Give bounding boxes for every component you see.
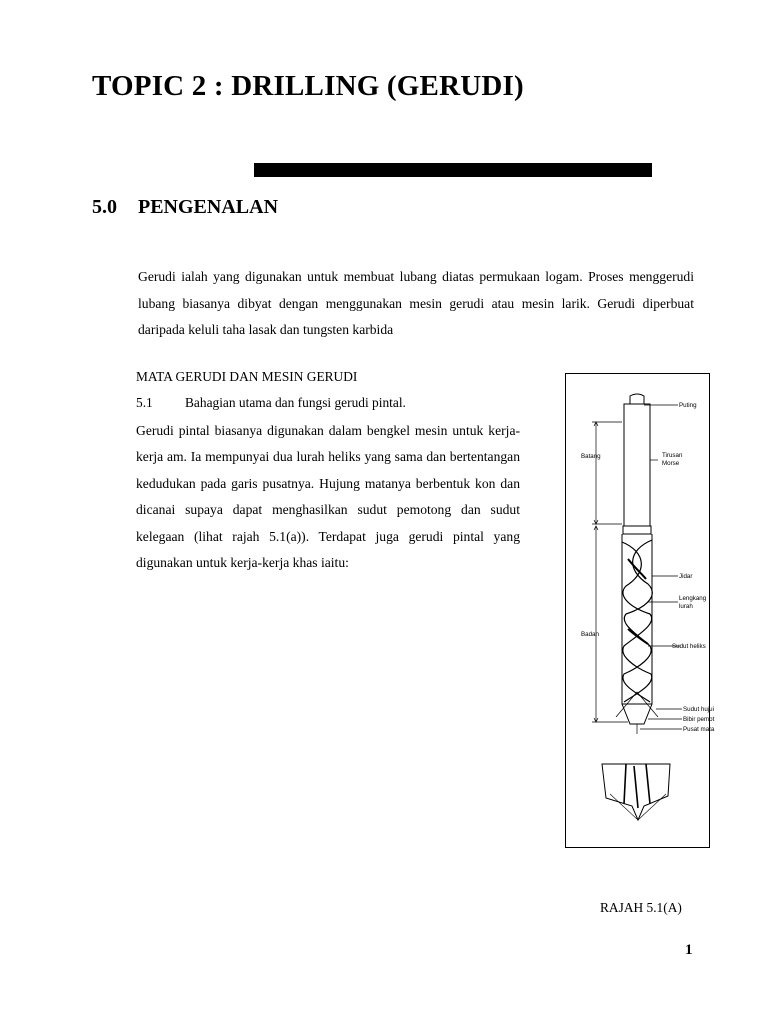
drill-point [622,704,652,724]
section-title: PENGENALAN [138,196,279,218]
sub-item-number: 5.1 [136,395,153,410]
page-title: TOPIC 2 : DRILLING (GERUDI) [92,70,524,102]
label-pusat-mata: Pusat mata [683,726,715,733]
drill-shank [624,404,650,526]
intro-paragraph: Gerudi ialah yang digunakan untuk membuat lubang diatas permukaan logam. Proses menggerudi lubang biasanya dibyat dengan menggunakan mesin gerudi atau mesin larik. Gerudi diperbuat daripada keluli taha lasak dan tungsten karbida [138,269,694,337]
sub-heading: MATA GERUDI DAN MESIN GERUDI [136,369,358,384]
drill-flutes [622,540,652,702]
label-morse: Morse [662,460,680,467]
label-bibir-pemotong: Bibir pemot [683,716,715,723]
label-lengkang: Lengkang [679,595,707,602]
twist-drill-figure [565,373,715,848]
section-heading [92,196,278,219]
drill-neck [623,526,651,534]
twist-drill-diagram [566,374,715,846]
label-batang: Batang [581,453,601,460]
label-lurah: lurah [679,603,693,610]
sub-item-heading [136,395,406,411]
label-puting: Puting [679,402,697,409]
label-sudut-heliks: Sudut heliks [672,643,706,650]
drill-tang [630,394,644,404]
page-number: 1 [685,942,693,958]
sub-item-title: Bahagian utama dan fungsi gerudi pintal. [185,395,406,410]
title-rule-bar [254,163,652,177]
figure-caption: RAJAH 5.1(A) [600,900,682,915]
label-badan: Badan [581,631,599,638]
label-jidar: Jidar [679,573,693,580]
label-sudut-hujung: Sudut hujui [683,706,714,713]
section-number: 5.0 [92,196,117,218]
body-paragraph: Gerudi pintal biasanya digunakan dalam bengkel mesin untuk kerja-kerja am. Ia mempunyai dua lurah heliks yang sama dan bertentangan kedudukan pada garis pusatnya. Hujung matanya berbentuk kon dan dicanai supaya dapat menghasilkan sudut pemotong dan sudut kelegaan (lihat rajah 5.1(a)). Terdapat juga gerudi pintal yang digunakan untuk kerja-kerja khas iaitu: [136,423,520,571]
drill-body [622,534,652,704]
point-detail-view [602,764,670,820]
label-tirusan: Tirusan [662,452,683,459]
